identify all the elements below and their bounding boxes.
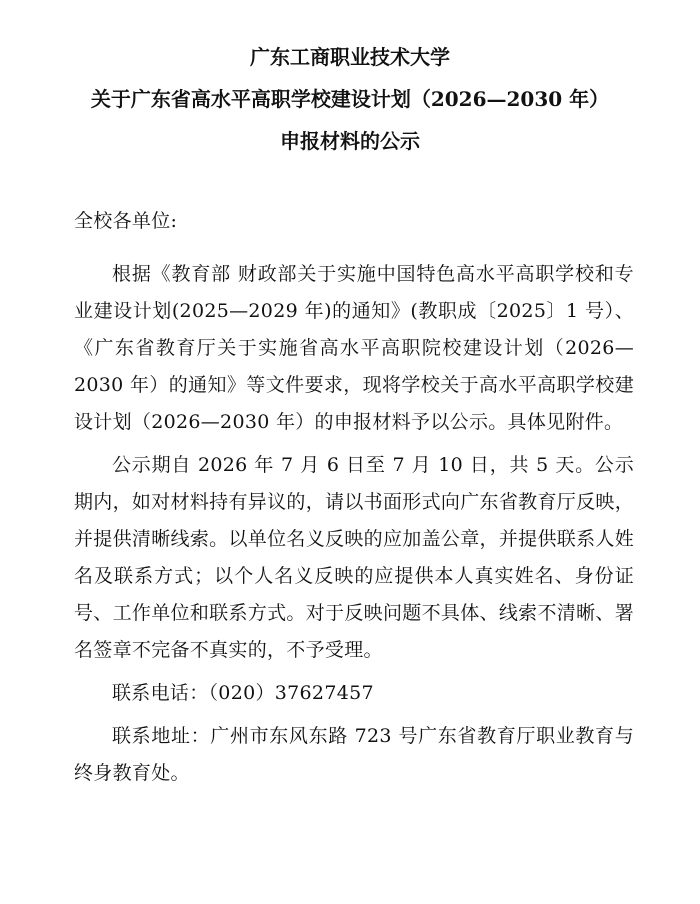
paragraph-notice-period: 公示期自 2026 年 7 月 6 日至 7 月 10 日，共 5 天。公示期内，如对材料持有异议的，请以书面形式向广东省教育厅反映，并提供清晰线索。以单位名义反映的应加盖公章，并提供联系人姓名及联系方式；以个人名义反映的应提供本人真实姓名、身份证号、工作单位和联系方式。对于反映问题不具体、线索不清晰、署名签章不完备不真实的，不予受理。 bbox=[74, 454, 634, 661]
title-line-notice: 申报材料的公示 bbox=[280, 129, 420, 153]
document-title bbox=[0, 36, 700, 162]
contact-phone: 联系电话：（020）37627457 bbox=[112, 682, 374, 704]
title-line-institution: 广东工商职业技术大学 bbox=[250, 45, 450, 69]
salutation: 全校各单位: bbox=[74, 210, 178, 232]
contact-address: 联系地址：广州市东风东路 723 号广东省教育厅职业教育与终身教育处。 bbox=[74, 725, 634, 784]
document-body bbox=[74, 203, 634, 798]
title-line-subject: 关于广东省高水平高职学校建设计划（2026—2030 年） bbox=[90, 87, 610, 111]
paragraph-basis: 根据《教育部 财政部关于实施中国特色高水平高职学校和专业建设计划(2025—2029 年)的通知》(教职成〔2025〕1 号）、《广东省教育厅关于实施省高水平高职院校建设计划（2026—2030 年）的通知》等文件要求，现将学校关于高水平高职学校建设计划（2026—2030 年）的申报材料予以公示。具体见附件。 bbox=[74, 263, 634, 433]
